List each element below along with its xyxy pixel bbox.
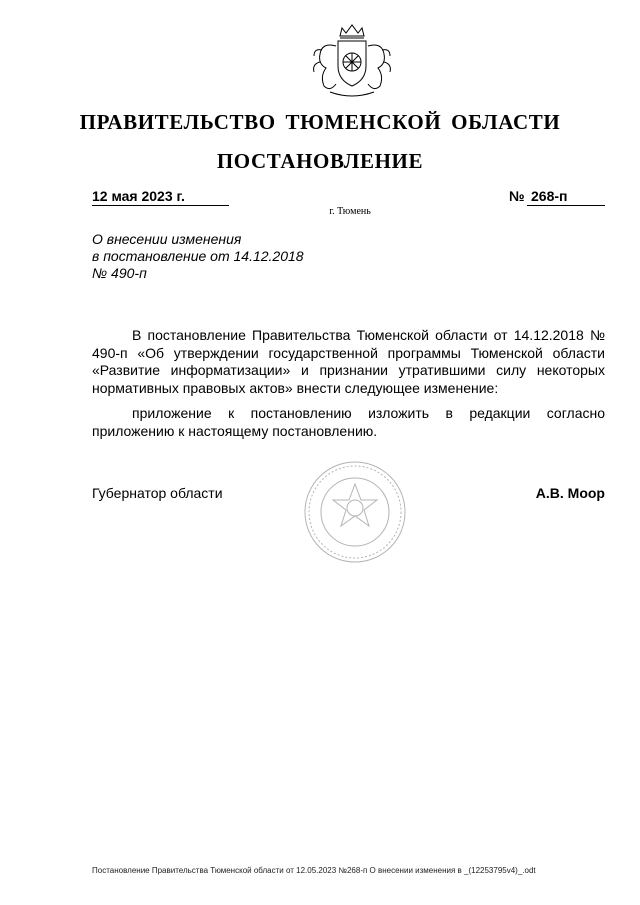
- seal-stamp-icon: [303, 460, 407, 564]
- document-type: ПОСТАНОВЛЕНИЕ: [216, 149, 424, 173]
- signer-name: А.В. Моор: [535, 485, 605, 501]
- body-paragraph: приложение к постановлению изложить в редакции согласно приложению к настоящему постановлению.: [92, 405, 605, 439]
- government-title: ПРАВИТЕЛЬСТВО ТЮМЕНСКОЙ ОБЛАСТИ: [79, 110, 561, 134]
- footer-text: Постановление Правительства Тюменской области от 12.05.2023 №268-п О внесении изменения в _(12253795v4)_.odt: [92, 866, 536, 875]
- subject-line: О внесении изменения: [92, 231, 242, 247]
- body-paragraph: В постановление Правительства Тюменской области от 14.12.2018 № 490-п «Об утверждении государственной программы Тюменской области «Развитие информатизации» и признании утратившими силу некоторых нормативных правовых актов» внести следующее изменение:: [92, 327, 605, 396]
- subject-line: № 490-п: [92, 265, 147, 281]
- body-text: [92, 327, 605, 448]
- coat-of-arms-icon: [300, 22, 404, 100]
- subject-line: в постановление от 14.12.2018: [92, 248, 304, 264]
- number-sign: №: [509, 188, 525, 204]
- signer-title: Губернатор области: [92, 485, 223, 501]
- city: г. Тюмень: [329, 206, 371, 217]
- document-date: 12 мая 2023 г.: [92, 188, 185, 204]
- subject-block: [92, 231, 304, 282]
- document-number: 268-п: [531, 188, 568, 204]
